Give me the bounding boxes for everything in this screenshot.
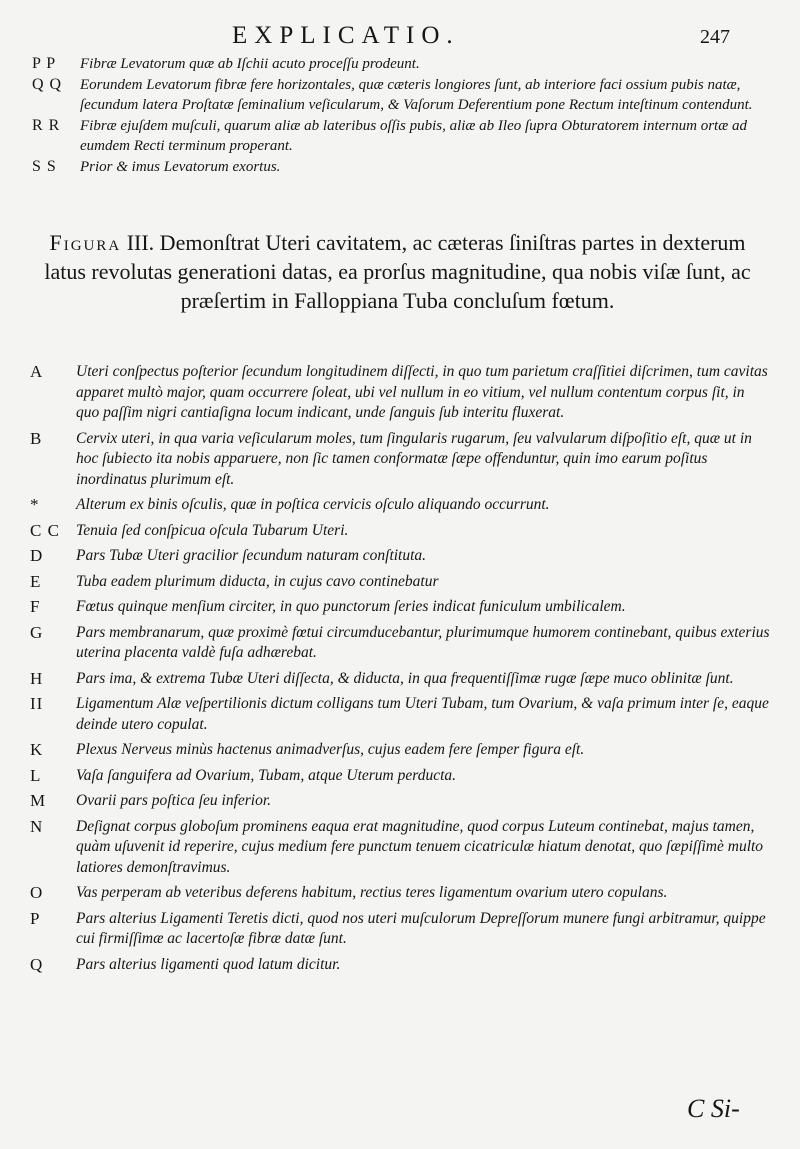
legend-entry (30, 955, 770, 976)
legend-entry (30, 521, 770, 542)
entry-key: A (30, 362, 44, 381)
entry-text: Ligamentum Alæ veſpertilionis dictum colligans tum Uteri Tubam, tum Ovarium, & vaſa primum inter ſe, eaque deinde utero copulat. (76, 695, 769, 733)
legend-entry (30, 791, 770, 812)
legend-entry (30, 623, 770, 664)
entry-text: Uteri conſpectus poſterior ſecundum longitudinem diſſecti, in quo tum parietum craſſitiei diſcrimen, tum cavitas apparet multò major, quam occurrere ſoleat, ubi vel nullum in eo vitium, vel nullum contentum corpus ſit, in quo paſſim nigri cantiaſigna locum indicant, unde ſanguis ſub interitu fluxerat. (76, 363, 768, 421)
legend-entry (30, 740, 770, 761)
entry-text: Fibræ Levatorum quæ ab Iſchii acuto proceſſu prodeunt. (80, 56, 420, 72)
entry-key: H (30, 668, 44, 688)
page-header (0, 22, 800, 50)
entry-key: Q Q (32, 75, 63, 93)
entry-key: B (30, 428, 43, 448)
entry-key: * (30, 495, 40, 514)
entry-text: Tuba eadem plurimum diducta, in cujus cavo continebatur (76, 572, 439, 590)
entry-text: Deſignat corpus globoſum prominens eaqua erat magnitudine, quod corpus Luteum continebat, majus tamen, quàm uſuvenit id reperire, cujus medium fere punctum tenuem cicatriculæ hiatum denotat, quo ſæpiſſimè multo latiores demonſtravimus. (76, 817, 764, 876)
entry-text: Prior & imus Levatorum exortus. (80, 158, 281, 175)
entry-text: Pars membranarum, quæ proximè fœtui circumducebantur, plurimumque humorem continebant, quibus exterius uterina placenta valdè fuſa adhærebat. (76, 623, 770, 661)
entry-key: O (30, 883, 44, 902)
top-entry-list (32, 54, 772, 177)
entry-key: M (30, 791, 47, 810)
figure-caption (30, 228, 765, 315)
entry-key: C C (30, 520, 60, 540)
figure-label: Figura (49, 230, 122, 255)
legend-entry (30, 909, 770, 950)
legend-entry (30, 669, 770, 690)
entry-text: Plexus Nerveus minùs hactenus animadverſus, cujus eadem fere ſemper figura eſt. (76, 741, 585, 758)
entry-key: K (30, 740, 44, 759)
entry-text: Fibræ ejuſdem muſculi, quarum aliæ ab lateribus oſſis pubis, aliæ ab Ileo ſupra Obturatorem internum ortæ ad eumdem Recti terminum properant. (80, 117, 747, 154)
page-number: 247 (700, 26, 730, 48)
legend-entry (30, 817, 770, 879)
figure-caption-text: III. Demonſtrat Uteri cavitatem, ac cæteras ſiniſtras partes in dexterum latus revolutas generationi datas, ea prorſus magnitudine, qua nobis viſæ ſunt, ac præſertim in Falloppiana Tuba concluſum fœtum. (44, 230, 751, 313)
legend-entry (30, 546, 770, 567)
entry-text: Vaſa ſanguifera ad Ovarium, Tubam, atque Uterum perducta. (76, 766, 457, 784)
legend-entry (30, 766, 770, 787)
entry-text: Fœtus quinque menſium circiter, in quo punctorum ſeries indicat funiculum umbilicalem. (76, 598, 626, 615)
legend-entry (32, 116, 772, 157)
entry-key: G (30, 622, 44, 642)
entry-key: D (30, 546, 44, 565)
entry-text: Pars ima, & extrema Tubæ Uteri diſſecta, & diducta, in qua frequentiſſimæ rugæ ſæpe muco oblinitæ ſunt. (76, 669, 734, 687)
entry-key: F (30, 597, 41, 616)
legend-entry (30, 694, 770, 735)
entry-text: Tenuia ſed conſpicua oſcula Tubarum Uteri. (76, 521, 349, 539)
catchword: C Si- (687, 1094, 740, 1123)
entry-key: P P (32, 55, 57, 72)
entry-text: Vas perperam ab veteribus deferens habitum, rectius teres ligamentum ovarium utero copulans. (76, 884, 668, 901)
entry-text: Pars alterius Ligamenti Teretis dicti, quod nos uteri muſculorum Depreſſorum munere fungi arbitramur, quippe cui firmiſſimæ ac lacertoſæ fibræ datæ ſunt. (76, 909, 766, 947)
legend-entry (30, 495, 770, 516)
entry-text: Eorundem Levatorum fibræ fere horizontales, quæ cæteris longiores ſunt, ab interiore faci ossium pubis natæ, ſecundum latera Proſtatæ ſeminalium veſicularum, & Vaſorum Deferentium pone Rectum inteſtinum contendunt. (80, 76, 753, 113)
page-title: EXPLICATIO. (232, 22, 460, 49)
legend-entry (30, 429, 770, 491)
entry-text: Cervix uteri, in qua varia veſicularum moles, tum ſingularis rugarum, ſeu valvularum diſpoſitio eſt, quæ ut in hoc ſubiecto ita nobis apparuere, non ſic tamen conformatæ ſæpe offenduntur, quin imo earum poſitus inordinatus plurimum eſt. (76, 429, 752, 488)
entry-key: R R (32, 116, 61, 134)
entry-key: E (30, 571, 42, 591)
legend-entry (30, 572, 770, 593)
entry-key: II (30, 694, 44, 713)
entry-text: Ovarii pars poſtica ſeu inferior. (76, 792, 272, 809)
legend-entry (30, 597, 770, 618)
legend-entry (32, 75, 772, 116)
legend-entry (32, 157, 772, 178)
entry-text: Pars Tubæ Uteri gracilior ſecundum naturam conſtituta. (76, 547, 427, 564)
entry-key: P (30, 908, 41, 928)
entry-key: Q (30, 954, 44, 974)
entry-text: Alterum ex binis oſculis, quæ in poſtica cervicis oſculo aliquando occurrunt. (76, 496, 550, 513)
legend-entry (30, 883, 770, 904)
entry-key: S S (32, 157, 57, 175)
entry-key: L (30, 765, 42, 785)
explanation-list (30, 362, 770, 980)
legend-entry (30, 362, 770, 424)
entry-key: N (30, 816, 44, 836)
entry-text: Pars alterius ligamenti quod latum dicitur. (76, 955, 341, 973)
legend-entry (32, 54, 772, 75)
